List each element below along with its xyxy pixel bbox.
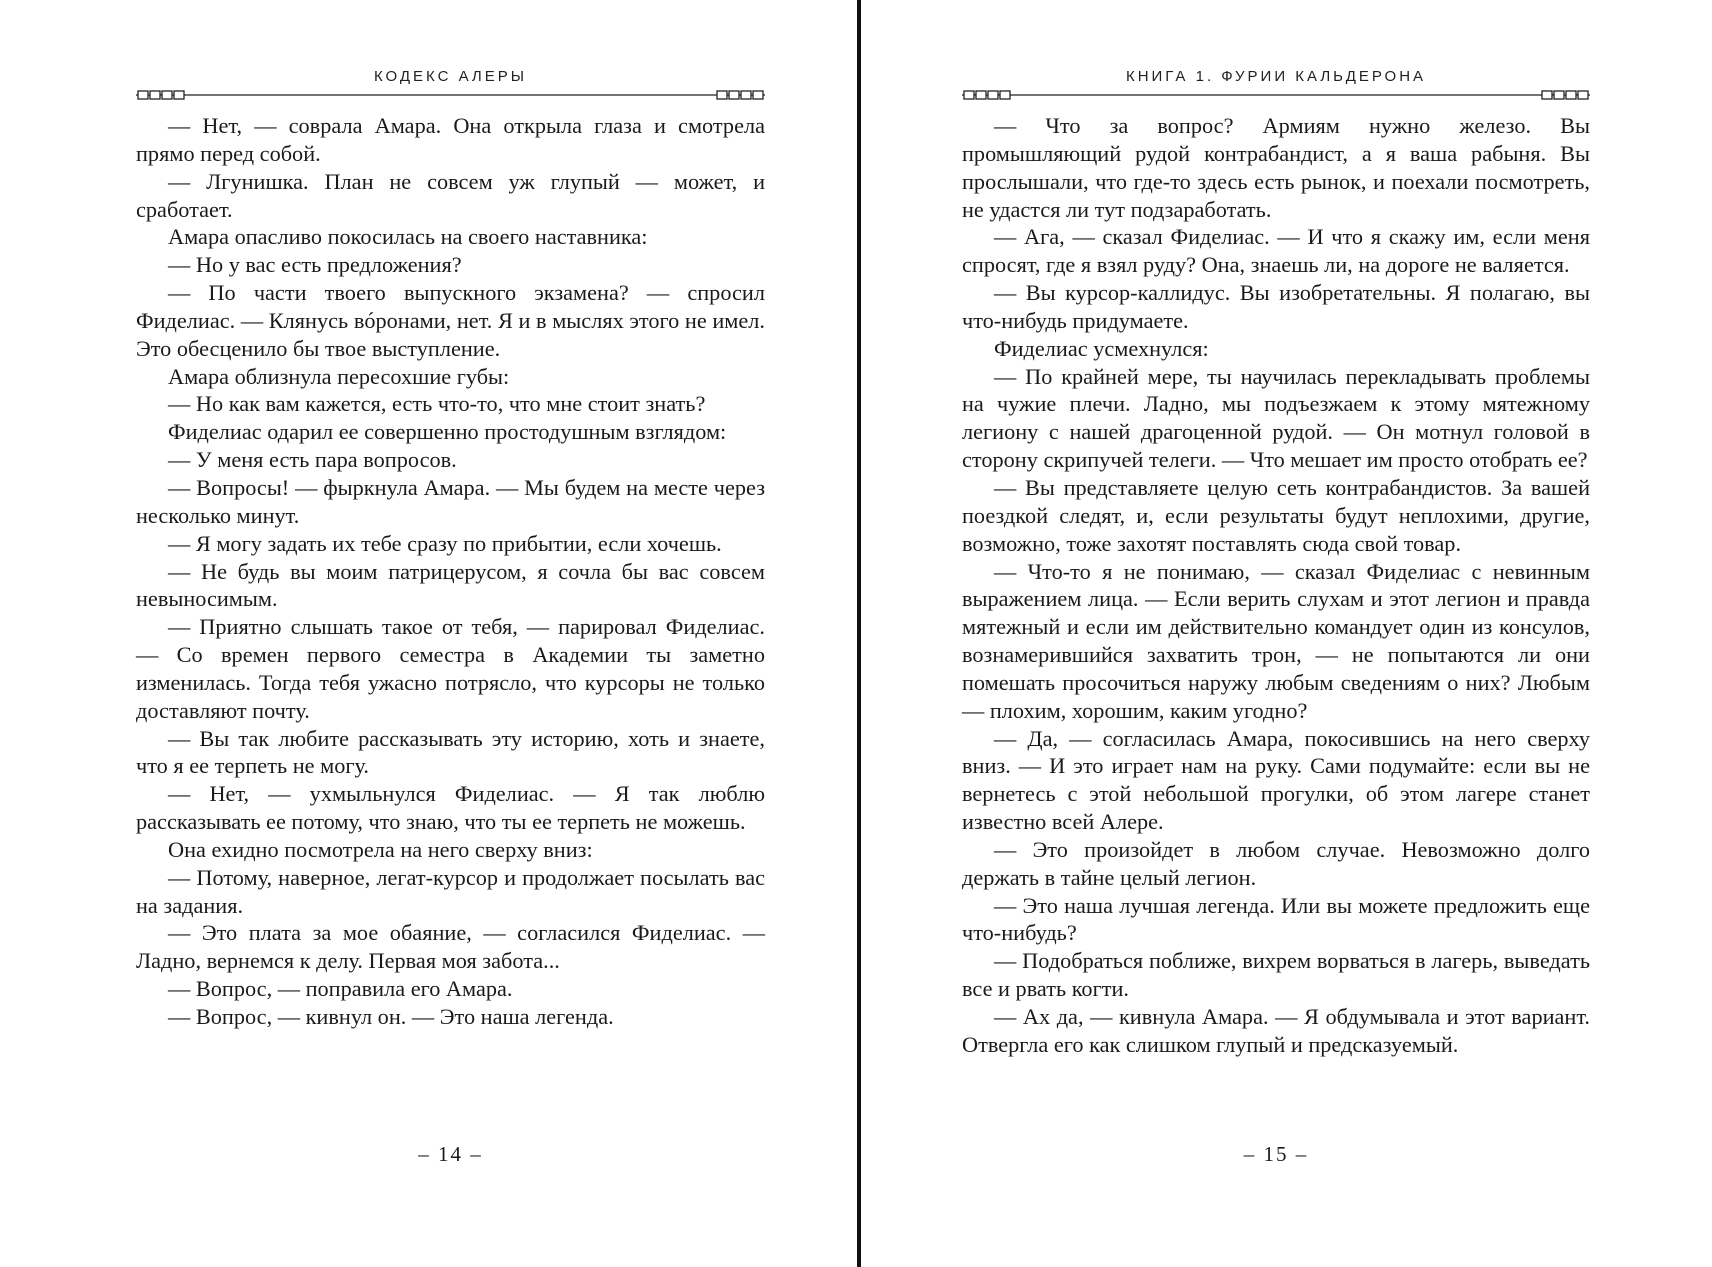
- paragraph: Амара облизнула пересохшие губы:: [168, 363, 510, 389]
- paragraph: — Да, — согласилась Амара, покосившись на него сверху вниз. — И это играет нам на руку. Сами подумайте: если вы не вернетесь с этой небольшой прогулки, об этом лагере станет известно всей Алере.: [962, 725, 1590, 835]
- paragraph: — Вопрос, — поправила его Амара.: [168, 976, 513, 1002]
- paragraph: — Приятно слышать такое от тебя, — парировал Фиделиас. — Со времен первого семестра в Академии ты заметно изменилась. Тогда тебя ужасно потрясло, что курсоры не только доставляют почту.: [136, 614, 765, 723]
- paragraph: — Я могу задать их тебе сразу по прибытии, если хочешь.: [168, 530, 722, 556]
- paragraph: Фиделиас усмехнулся:: [994, 335, 1209, 361]
- paragraph: — Потому, наверное, легат-курсор и продолжает посылать вас на задания.: [136, 864, 765, 918]
- paragraph: — Ага, — сказал Фиделиас. — И что я скажу им, если меня спросят, где я взял руду? Она, знаешь ли, на дороге не валяется.: [962, 224, 1590, 278]
- paragraph: — Это наша лучшая легенда. Или вы можете предложить еще что-нибудь?: [962, 892, 1590, 946]
- paragraph: — Это плата за мое обаяние, — согласился Фиделиас. — Ладно, вернемся к делу. Первая моя забота...: [136, 920, 765, 974]
- ornament-rule-icon: [136, 88, 765, 102]
- paragraph: — Подобраться поближе, вихрем ворваться в лагерь, выведать все и рвать когти.: [962, 948, 1590, 1002]
- paragraph: — Вы так любите рассказывать эту историю, хоть и знаете, что я ее терпеть не могу.: [136, 725, 765, 779]
- paragraph: — Это произойдет в любом случае. Невозможно долго держать в тайне целый легион.: [962, 836, 1590, 890]
- paragraph: — По крайней мере, ты научилась перекладывать проблемы на чужие плечи. Ладно, мы подъезжаем к этому мятежному легиону с нашей драгоценной рудой. — Он мотнул головой в сторону скрипучей телеги. — Что мешает им просто отобрать ее?: [962, 363, 1590, 473]
- right-page: [962, 0, 1590, 1267]
- ornament-rule-left: [136, 88, 765, 102]
- paragraph: — Но у вас есть предложения?: [168, 252, 462, 278]
- paragraph: Фиделиас одарил ее совершенно простодушным взглядом:: [168, 419, 727, 445]
- left-body-text: [136, 112, 765, 1031]
- paragraph: Она ехидно посмотрела на него сверху вниз:: [168, 836, 593, 862]
- paragraph: — По части твоего выпускного экзамена? — спросил Фиделиас. — Клянусь вóронами, нет. Я и в мыслях этого не имел. Это обесценило бы твое выступление.: [136, 280, 765, 361]
- paragraph: — Не будь вы моим патрицерусом, я сочла бы вас совсем невыносимым.: [136, 558, 765, 612]
- page-number-left: – 14 –: [418, 1142, 483, 1166]
- ornament-rule-icon: [962, 88, 1590, 102]
- paragraph: — Вы представляете целую сеть контрабандистов. За вашей поездкой следят, и, если результаты будут неплохими, другие, возможно, тоже захотят поставлять сюда свой товар.: [962, 474, 1590, 556]
- paragraph: — Вы курсор-каллидус. Вы изобретательны. Я полагаю, вы что-нибудь придумаете.: [962, 280, 1590, 333]
- gutter-divider: [857, 0, 861, 1267]
- left-page: [136, 0, 765, 1267]
- paragraph: — Лгунишка. План не совсем уж глупый — может, и сработает.: [136, 168, 765, 222]
- paragraph: — Что за вопрос? Армиям нужно железо. Вы промышляющий рудой контрабандист, а я ваша рабыня. Вы прослышали, что где-то здесь есть рынок, и поехали посмотреть, не удастся ли тут подзаработать.: [962, 113, 1590, 222]
- paragraph: — У меня есть пара вопросов.: [168, 447, 457, 473]
- paragraph: — Но как вам кажется, есть что-то, что мне стоит знать?: [168, 391, 706, 417]
- running-head-right: КНИГА 1. ФУРИИ КАЛЬДЕРОНА: [1125, 68, 1427, 85]
- running-head-left: КОДЕКС АЛЕРЫ: [373, 68, 528, 85]
- right-body-text: [962, 112, 1590, 1059]
- paragraph: — Вопрос, — кивнул он. — Это наша легенда.: [168, 1004, 614, 1029]
- paragraph: — Нет, — ухмыльнулся Фиделиас. — Я так люблю рассказывать ее потому, что знаю, что ты ее терпеть не можешь.: [136, 781, 765, 835]
- ornament-rule-right: [962, 88, 1590, 102]
- page-number-right: – 15 –: [1243, 1142, 1309, 1166]
- paragraph: — Ах да, — кивнула Амара. — Я обдумывала и этот вариант. Отвергла его как слишком глупый и предсказуемый.: [962, 1004, 1590, 1057]
- paragraph: — Вопросы! — фыркнула Амара. — Мы будем на месте через несколько минут.: [136, 474, 765, 528]
- paragraph: — Нет, — соврала Амара. Она открыла глаза и смотрела прямо перед собой.: [136, 113, 765, 166]
- paragraph: Амара опасливо покосилась на своего наставника:: [168, 224, 648, 250]
- paragraph: — Что-то я не понимаю, — сказал Фиделиас с невинным выражением лица. — Если верить слухам и этот легион и правда мятежный и если им действительно командует один из консулов, вознамерившийся захватить трон, — не попытаются ли они помешать просочиться наружу любым сведениям о них? Любым — плохим, хорошим, каким угодно?: [962, 558, 1590, 723]
